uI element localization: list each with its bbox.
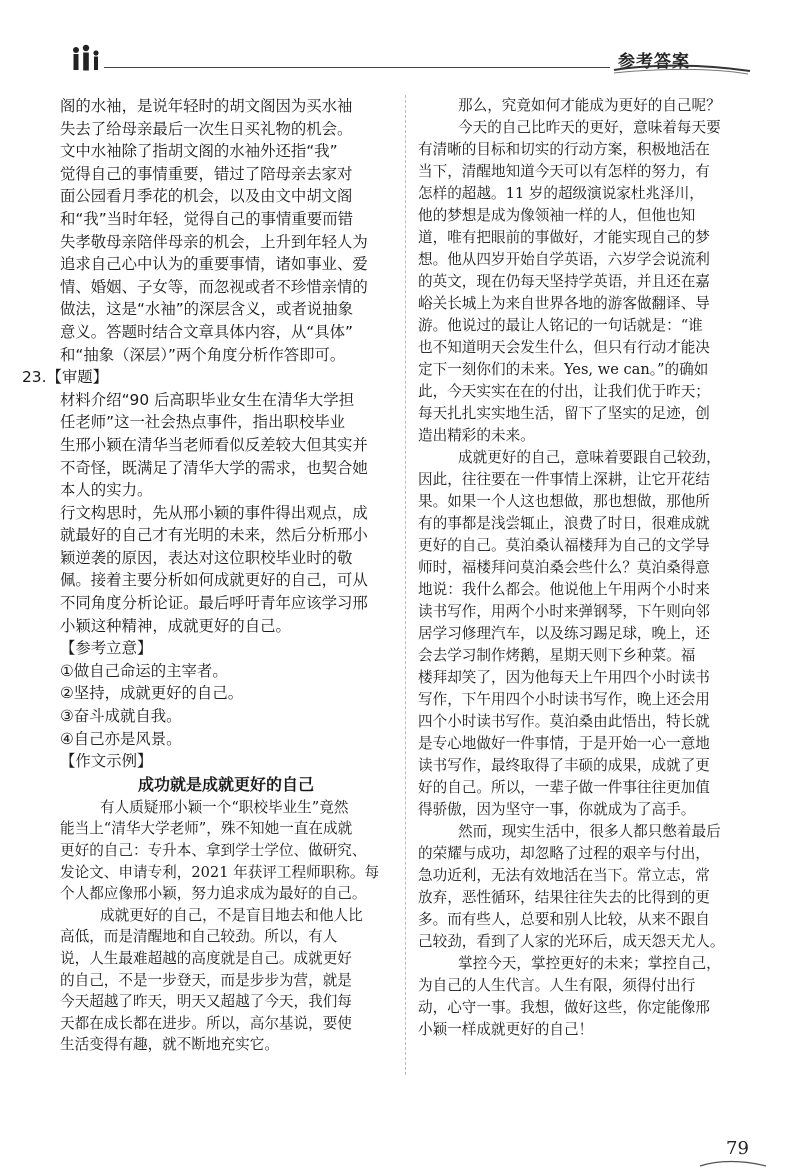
text-line: 面公园看月季花的机会，以及由文中胡文阁 (60, 187, 353, 206)
essay-line: 然而，现实生活中，很多人都只憋着最后 (458, 823, 721, 840)
essay-line: 好的自己。所以，一辈子做一件事往往更加值 (418, 779, 710, 796)
essay-line: 因此，往往要在一件事情上深耕，让它开花结 (418, 471, 710, 488)
text-line: 觉得自己的事情重要，错过了陪母亲去家对 (60, 164, 353, 183)
essay-line: 想。他从四岁开始自学英语，六岁学会说流利 (418, 251, 710, 268)
text-line: 和“抽象（深层）”两个角度分析作答即可。 (60, 345, 346, 364)
text-line: 文中水袖除了指胡文阁的水袖外还指“我” (60, 142, 338, 161)
essay-line: 楼拜却笑了，因为他每天上午用四个小时读书 (418, 669, 710, 686)
right-column (418, 95, 750, 1041)
essay-line: 生活变得有趣，就不断地充实它。 (60, 1036, 279, 1054)
essay-title: 成功就是成就更好的自己 (137, 774, 314, 794)
page-number: 79 (726, 1138, 749, 1159)
essay-line: 放弃，恶性循环，结果往往失去的比得到的更 (418, 889, 710, 906)
reference-item: ③奋斗成就自我。 (60, 707, 182, 726)
reference-heading: 【参考立意】 (60, 639, 153, 658)
essay-line: 地说：我什么都会。他说他上午用两个小时来 (418, 581, 710, 598)
essay-line: 果。如果一个人这也想做，那也想做，那他所 (418, 493, 710, 510)
essay-line: 道，唯有把眼前的事做好，才能实现自己的梦 (418, 229, 710, 246)
page-header (0, 0, 800, 80)
essay-line: 己较劲，看到了人家的光环后，成天怨天尤人。 (418, 933, 725, 950)
essay-line: 师时，福楼拜问莫泊桑会些什么？莫泊桑得意 (418, 559, 710, 576)
essay-line: 读书写作，用两个小时来弹钢琴，下午则向邻 (418, 603, 710, 620)
text-line: 材料介绍“90 后高职毕业女生在清华大学担 (60, 390, 355, 409)
reference-item: ①做自己命运的主宰者。 (60, 661, 228, 680)
essay-line: 怎样的超越。11 岁的超级演说家杜兆泽川， (418, 185, 704, 202)
text-line: 失去了给母亲最后一次生日买礼物的机会。 (60, 119, 353, 138)
text-line: 就最好的自己才有光明的未来，然后分析邢小 (60, 526, 368, 545)
reference-item: ②坚持，成就更好的自己。 (60, 684, 244, 703)
shen-ti-heading: 【审题】 (46, 368, 109, 387)
essay-line: 定下一刻你们的未来。Yes, we can。”的确如 (418, 361, 709, 378)
footer-swoosh-icon (698, 1160, 768, 1170)
essay-line: 成就更好的自己，不是盲目地去和他人比 (100, 906, 363, 924)
decorative-swoosh-icon (612, 62, 752, 76)
text-line: 颖逆袭的原因，表达对这位职校毕业时的敬 (60, 548, 353, 567)
essay-line: 会去学习制作烤鹅，星期天则下乡种菜。福 (418, 647, 696, 664)
text-line: 阁的水袖，是说年轻时的胡文阁因为买水袖 (60, 97, 353, 115)
essay-line: 读书写作，最终取得了丰硕的成果，成就了更 (418, 757, 710, 774)
essay-line: 造出精彩的未来。 (418, 427, 535, 444)
essay-line: 四个小时读书写作。莫泊桑由此悟出，特长就 (418, 713, 710, 730)
text-line: 做法，这是“水袖”的深层含义，或者说抽象 (60, 300, 353, 319)
left-column (22, 95, 392, 1056)
essay-line: 掌控今天，掌控更好的未来；掌控自己， (458, 955, 721, 972)
essay-line: 今天超越了昨天，明天又超越了今天，我们每 (60, 993, 352, 1011)
essay-line: 也不知道明天会发生什么，但只有行动才能决 (418, 339, 710, 356)
essay-line: 的自己，不是一步登天，而是步步为营，就是 (60, 971, 352, 989)
text-line: 情、婚姻、子女等，而忽视或者不珍惜亲情的 (60, 277, 368, 296)
essay-line: 小颖一样成就更好的自己！ (418, 1021, 594, 1038)
essay-line: 此，今天实实在在的付出，让我们优于昨天； (418, 383, 710, 400)
header-title: 参考答案 (618, 52, 690, 72)
essay-body-right (418, 95, 750, 1041)
essay-line: 成就更好的自己，意味着要跟自己较劲， (458, 449, 721, 466)
essay-line: 每天扎扎实实地生活，留下了坚实的足迹，创 (418, 405, 710, 422)
text-line: 生邢小颖在清华当老师看似反差较大但其实并 (60, 435, 368, 454)
essay-line: 有人质疑邢小颖一个“职校毕业生”竟然 (100, 798, 349, 816)
essay-line: 的荣耀与成功，却忽略了过程的艰辛与付出， (418, 845, 710, 862)
essay-line: 多。而有些人，总要和别人比较，从来不跟自 (418, 911, 710, 928)
essay-line: 今天的自己比昨天的更好，意味着每天要 (458, 119, 721, 136)
essay-line: 发论文、申请专利，2021 年获评工程师职称。每 (60, 863, 380, 881)
essay-line: 为自己的人生代言。人生有限，须得付出行 (418, 977, 696, 994)
essay-line: 居学习修理汽车，以及练习踢足球，晚上，还 (418, 625, 710, 642)
answer-22-continuation (60, 95, 392, 366)
essay-line: 高低，而是清醒地和自己较劲。所以，有人 (60, 928, 338, 946)
question-23-analysis (60, 389, 392, 638)
essay-line: 能当上“清华大学老师”，殊不知她一直在成就 (60, 820, 353, 838)
essay-line: 是专心地做好一件事情，于是开始一心一意地 (418, 735, 710, 752)
essay-line: 游。他说过的最让人铭记的一句话就是：“谁 (418, 317, 703, 334)
text-line: 和“我”当时年轻，觉得自己的事情重要而错 (60, 209, 353, 228)
essay-line: 当下，清醒地知道今天可以有怎样的努力，有 (418, 163, 710, 180)
text-line: 不同角度分析论证。最后呼吁青年应该学习邢 (60, 594, 368, 613)
question-23-heading (22, 366, 392, 389)
essay-line: 天都在成长都在进步。所以，高尔基说，要使 (60, 1014, 352, 1032)
reference-items (60, 660, 392, 750)
essay-line: 动，心守一事。我想，做好这些，你定能像邢 (418, 999, 710, 1016)
essay-line: 写作，下午用四个小时读书写作，晚上还会用 (418, 691, 710, 708)
text-line: 佩。接着主要分析如何成就更好的自己，可从 (60, 571, 368, 590)
reference-item: ④自己亦是风景。 (60, 729, 182, 748)
essay-line: 说，人生最难超越的高度就是自己。成就更好 (60, 949, 352, 967)
text-line: 追求自己心中认为的重要事情，诸如事业、爱 (60, 255, 368, 274)
essay-line: 峪关长城上为来自世界各地的游客做翻译、导 (418, 295, 710, 312)
essay-line: 的英文，现在仍每天坚持学英语，并且还在嘉 (418, 273, 710, 290)
family-figures-icon (70, 44, 104, 72)
essay-line: 更好的自己。莫泊桑认福楼拜为自己的文学导 (418, 537, 710, 554)
question-number: 23. (22, 368, 47, 387)
essay-line: 个人都应像邢小颖，努力追求成为最好的自己。 (60, 885, 367, 903)
text-line: 本人的实力。 (60, 481, 153, 500)
essay-line: 他的梦想是成为像领袖一样的人，但他也知 (418, 207, 696, 224)
text-line: 小颖这种精神，成就更好的自己。 (60, 616, 291, 635)
essay-line: 急功近利，无法有效地活在当下。常立志，常 (418, 867, 710, 884)
essay-line: 那么，究竟如何才能成为更好的自己呢？ (458, 97, 721, 114)
essay-line: 有清晰的目标和切实的行动方案，积极地活在 (418, 141, 710, 158)
text-line: 失孝敬母亲陪伴母亲的机会，上升到年轻人为 (60, 232, 368, 251)
example-heading: 【作文示例】 (60, 752, 153, 771)
text-line: 意义。答题时结合文章具体内容，从“具体” (60, 322, 353, 341)
essay-line: 有的事都是浅尝辄止，浪费了时日，很难成就 (418, 515, 710, 532)
text-line: 不奇怪，既满足了清华大学的需求，也契合她 (60, 458, 368, 477)
essay-body-left (60, 797, 392, 1056)
text-line: 行文构思时，先从邢小颖的事件得出观点，成 (60, 503, 368, 522)
column-divider (405, 95, 406, 1075)
essay-line: 更好的自己：专升本、拿到学士学位、做研究、 (60, 842, 367, 859)
essay-line: 得骄傲，因为坚守一事，你就成为了高手。 (418, 801, 696, 818)
text-line: 任老师”这一社会热点事件，指出职校毕业 (60, 413, 346, 432)
header-rule (104, 67, 610, 68)
